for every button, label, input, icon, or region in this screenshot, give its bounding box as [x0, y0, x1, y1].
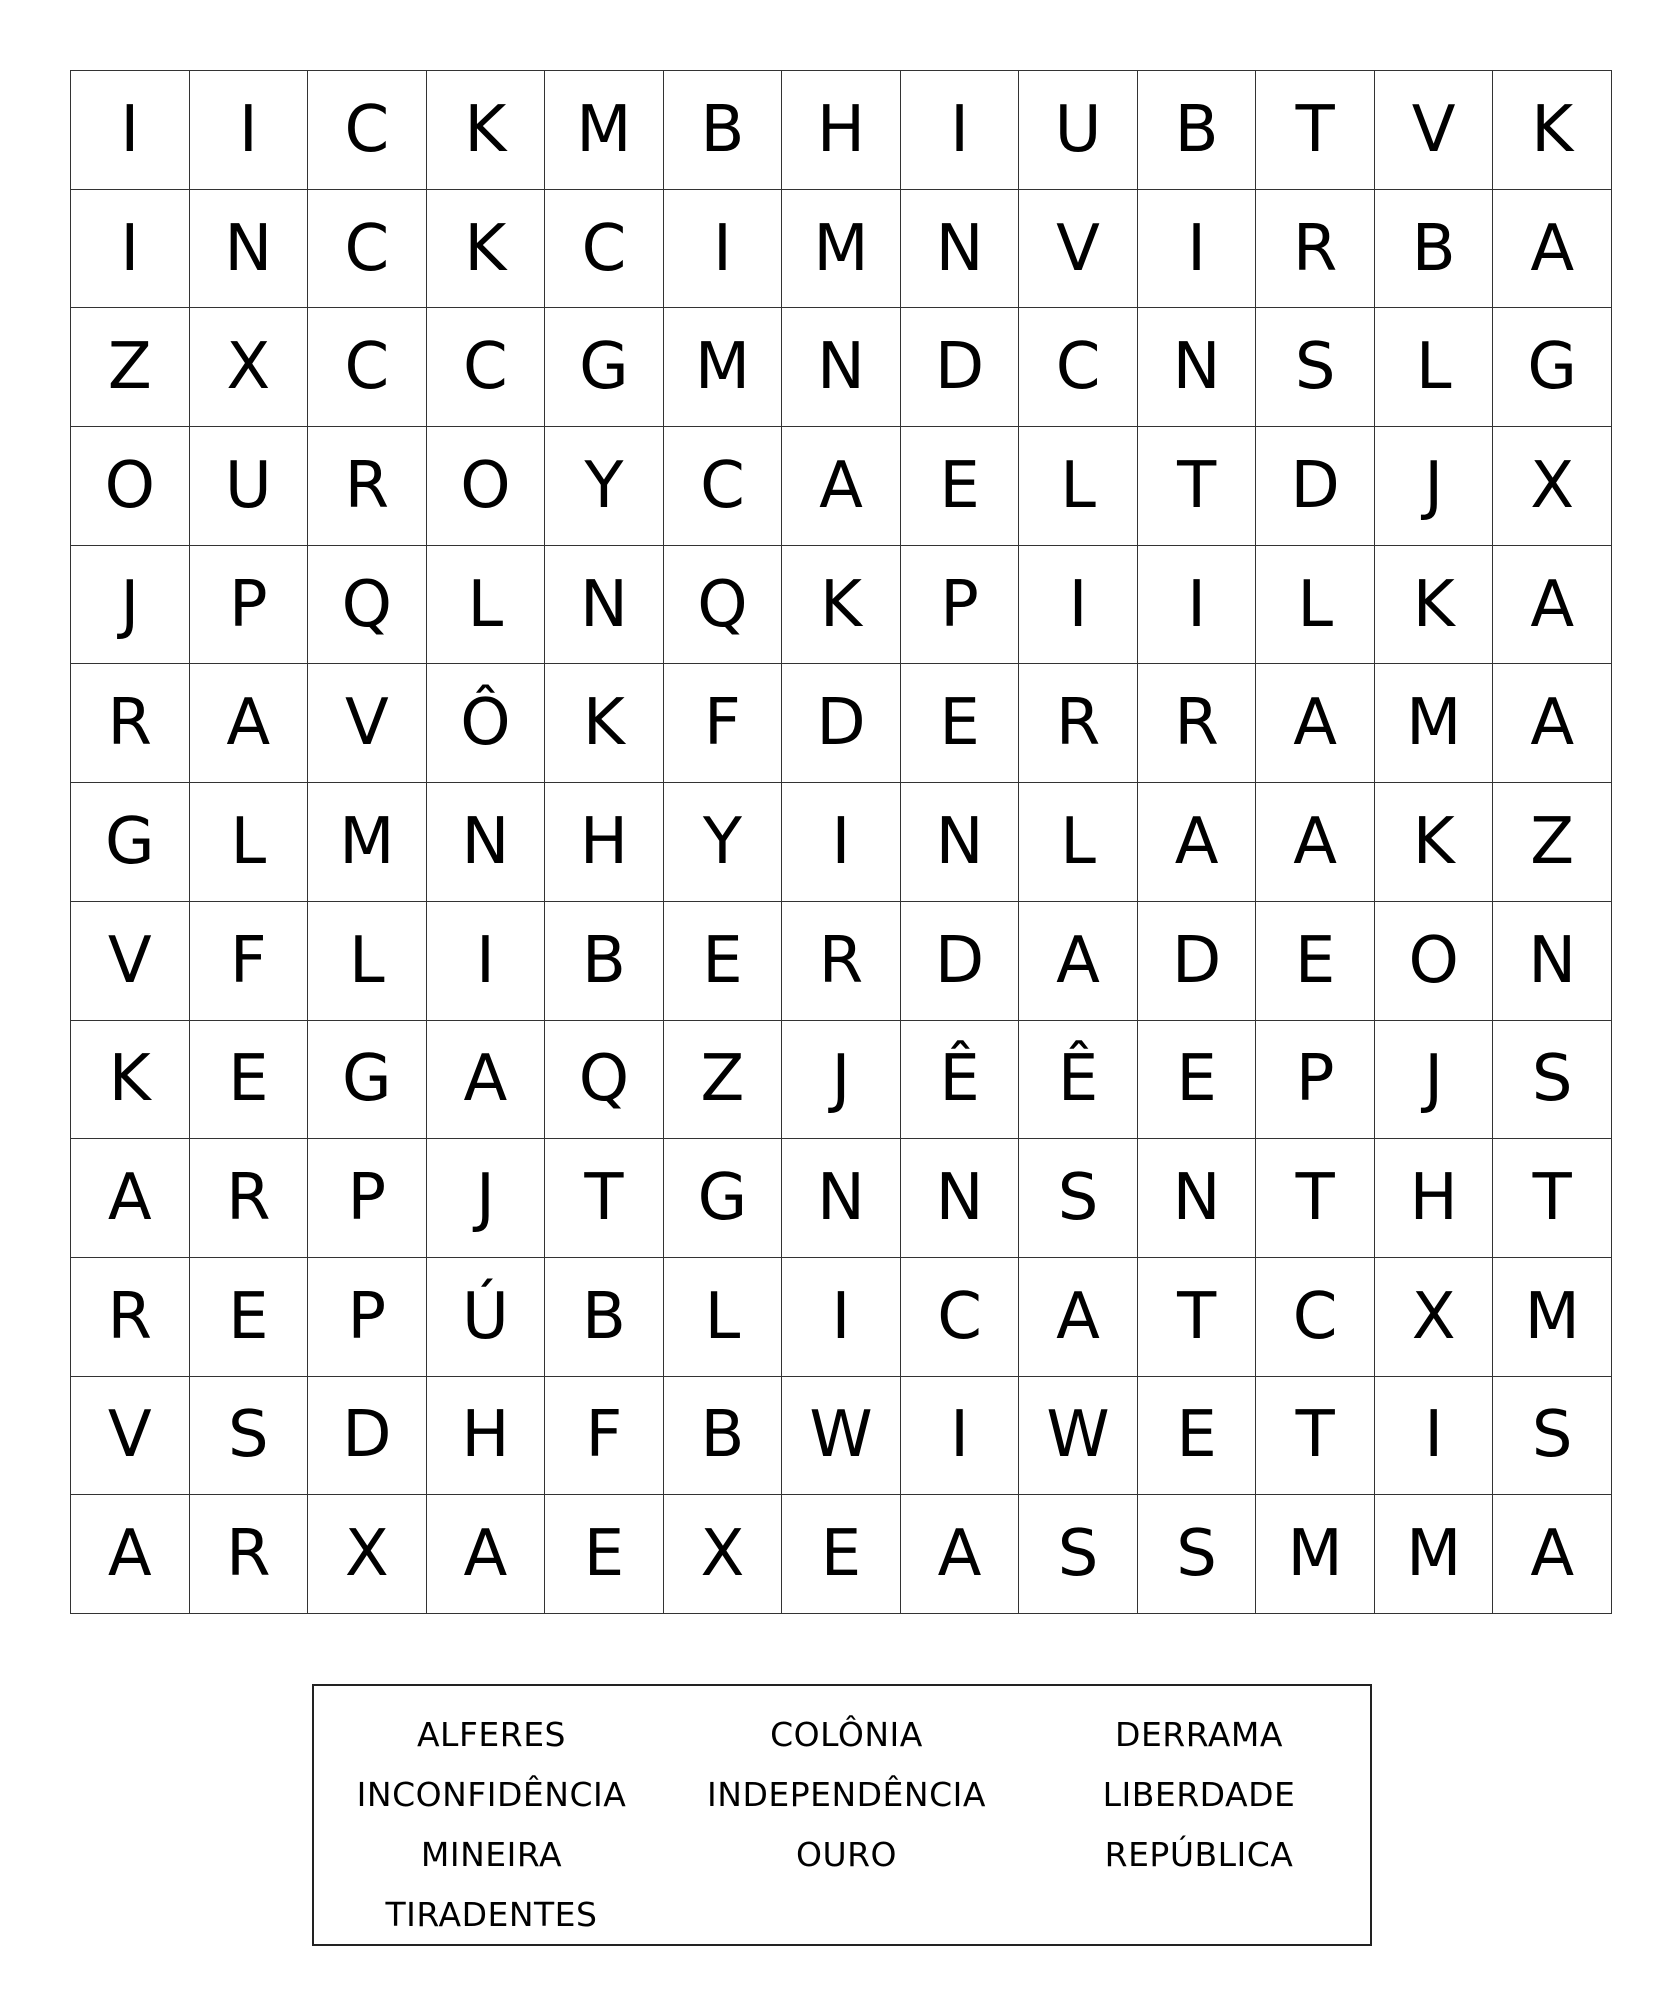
grid-cell[interactable]: D: [1256, 427, 1375, 546]
grid-cell[interactable]: J: [1375, 427, 1494, 546]
grid-cell[interactable]: I: [1138, 546, 1257, 665]
grid-cell[interactable]: J: [1375, 1021, 1494, 1140]
grid-cell[interactable]: V: [1375, 71, 1494, 190]
word-list-item: LIBERDADE: [1102, 1774, 1296, 1814]
grid-cell[interactable]: S: [190, 1377, 309, 1496]
grid-cell[interactable]: C: [1019, 308, 1138, 427]
grid-cell[interactable]: S: [1493, 1377, 1612, 1496]
grid-cell[interactable]: M: [1375, 664, 1494, 783]
word-list: [314, 1704, 1370, 1944]
grid-cell[interactable]: N: [901, 783, 1020, 902]
word-list-item: DERRAMA: [1115, 1714, 1283, 1754]
grid-cell[interactable]: I: [782, 1258, 901, 1377]
grid-cell[interactable]: I: [71, 71, 190, 190]
grid-cell[interactable]: K: [1375, 546, 1494, 665]
grid-cell[interactable]: A: [1019, 902, 1138, 1021]
grid-cell[interactable]: L: [1256, 546, 1375, 665]
grid-cell[interactable]: X: [1493, 427, 1612, 546]
grid-cell[interactable]: S: [1019, 1495, 1138, 1614]
grid-cell[interactable]: L: [1375, 308, 1494, 427]
grid-cell[interactable]: I: [1019, 546, 1138, 665]
grid-cell[interactable]: E: [190, 1021, 309, 1140]
grid-cell[interactable]: B: [1138, 71, 1257, 190]
word-list-item: INDEPENDÊNCIA: [707, 1774, 986, 1814]
grid-cell[interactable]: N: [901, 1139, 1020, 1258]
grid-cell[interactable]: A: [1019, 1258, 1138, 1377]
letter-grid: [70, 70, 1612, 1614]
grid-cell[interactable]: S: [1493, 1021, 1612, 1140]
grid-cell[interactable]: J: [782, 1021, 901, 1140]
grid-cell[interactable]: Z: [664, 1021, 783, 1140]
grid-cell[interactable]: P: [308, 1139, 427, 1258]
grid-cell[interactable]: F: [664, 664, 783, 783]
grid-cell[interactable]: K: [1375, 783, 1494, 902]
grid-cell[interactable]: R: [308, 427, 427, 546]
grid-cell[interactable]: D: [901, 902, 1020, 1021]
grid-cell[interactable]: D: [1138, 902, 1257, 1021]
grid-cell[interactable]: M: [1493, 1258, 1612, 1377]
grid-cell[interactable]: I: [71, 190, 190, 309]
grid-cell[interactable]: N: [190, 190, 309, 309]
grid-cell[interactable]: K: [427, 190, 546, 309]
grid-cell[interactable]: M: [1375, 1495, 1494, 1614]
grid-cell[interactable]: E: [545, 1495, 664, 1614]
grid-cell[interactable]: E: [1256, 902, 1375, 1021]
grid-cell[interactable]: A: [190, 664, 309, 783]
grid-cell[interactable]: L: [664, 1258, 783, 1377]
grid-cell[interactable]: Y: [664, 783, 783, 902]
grid-cell[interactable]: E: [901, 427, 1020, 546]
grid-cell[interactable]: K: [427, 71, 546, 190]
grid-cell[interactable]: C: [1256, 1258, 1375, 1377]
grid-cell[interactable]: A: [782, 427, 901, 546]
word-list-item: OURO: [795, 1834, 898, 1874]
grid-cell[interactable]: Q: [664, 546, 783, 665]
grid-cell[interactable]: E: [664, 902, 783, 1021]
word-list-item: MINEIRA: [420, 1834, 563, 1874]
grid-cell[interactable]: P: [308, 1258, 427, 1377]
grid-cell[interactable]: I: [901, 71, 1020, 190]
grid-cell[interactable]: R: [190, 1139, 309, 1258]
grid-cell[interactable]: B: [664, 71, 783, 190]
grid-cell[interactable]: A: [71, 1495, 190, 1614]
grid-cell[interactable]: C: [545, 190, 664, 309]
grid-cell[interactable]: Q: [308, 546, 427, 665]
grid-cell[interactable]: N: [782, 1139, 901, 1258]
grid-cell[interactable]: C: [308, 308, 427, 427]
grid-cell[interactable]: A: [1493, 546, 1612, 665]
grid-cell[interactable]: A: [1493, 190, 1612, 309]
grid-cell[interactable]: L: [1019, 783, 1138, 902]
grid-cell[interactable]: K: [782, 546, 901, 665]
grid-cell[interactable]: X: [308, 1495, 427, 1614]
grid-cell[interactable]: N: [1138, 1139, 1257, 1258]
grid-cell[interactable]: Ê: [1019, 1021, 1138, 1140]
grid-cell[interactable]: R: [190, 1495, 309, 1614]
grid-cell[interactable]: O: [1375, 902, 1494, 1021]
grid-cell[interactable]: A: [1256, 664, 1375, 783]
grid-cell[interactable]: T: [1256, 71, 1375, 190]
grid-cell[interactable]: I: [427, 902, 546, 1021]
grid-cell[interactable]: A: [1256, 783, 1375, 902]
grid-cell[interactable]: B: [1375, 190, 1494, 309]
grid-cell[interactable]: Ô: [427, 664, 546, 783]
grid-cell[interactable]: T: [1138, 1258, 1257, 1377]
grid-cell[interactable]: L: [427, 546, 546, 665]
grid-cell[interactable]: G: [1493, 308, 1612, 427]
grid-cell[interactable]: H: [427, 1377, 546, 1496]
grid-cell[interactable]: N: [1493, 902, 1612, 1021]
grid-cell[interactable]: A: [427, 1021, 546, 1140]
grid-cell[interactable]: A: [1138, 783, 1257, 902]
grid-cell[interactable]: V: [1019, 190, 1138, 309]
grid-cell[interactable]: G: [545, 308, 664, 427]
grid-cell[interactable]: H: [545, 783, 664, 902]
grid-cell[interactable]: B: [664, 1377, 783, 1496]
word-list-item: REPÚBLICA: [1104, 1834, 1294, 1874]
grid-cell[interactable]: L: [190, 783, 309, 902]
grid-cell[interactable]: T: [1138, 427, 1257, 546]
grid-cell[interactable]: T: [1493, 1139, 1612, 1258]
grid-cell[interactable]: I: [782, 783, 901, 902]
grid-cell[interactable]: K: [71, 1021, 190, 1140]
grid-cell[interactable]: R: [1019, 664, 1138, 783]
grid-cell[interactable]: I: [1375, 1377, 1494, 1496]
grid-cell[interactable]: T: [1256, 1139, 1375, 1258]
grid-cell[interactable]: K: [545, 664, 664, 783]
grid-cell[interactable]: Z: [1493, 783, 1612, 902]
grid-cell[interactable]: R: [71, 1258, 190, 1377]
grid-cell[interactable]: N: [1138, 308, 1257, 427]
word-list-box: [312, 1684, 1372, 1946]
word-list-item: INCONFIDÊNCIA: [356, 1774, 627, 1814]
grid-cell[interactable]: B: [545, 1258, 664, 1377]
grid-cell[interactable]: A: [1493, 1495, 1612, 1614]
grid-cell[interactable]: I: [664, 190, 783, 309]
grid-cell[interactable]: X: [1375, 1258, 1494, 1377]
grid-cell[interactable]: Ê: [901, 1021, 1020, 1140]
grid-cell[interactable]: N: [782, 308, 901, 427]
grid-cell[interactable]: S: [1019, 1139, 1138, 1258]
grid-cell[interactable]: O: [427, 427, 546, 546]
grid-cell[interactable]: H: [1375, 1139, 1494, 1258]
grid-cell[interactable]: I: [901, 1377, 1020, 1496]
grid-cell[interactable]: C: [308, 190, 427, 309]
grid-cell[interactable]: M: [308, 783, 427, 902]
grid-cell[interactable]: D: [308, 1377, 427, 1496]
grid-cell[interactable]: P: [901, 546, 1020, 665]
grid-cell[interactable]: C: [901, 1258, 1020, 1377]
grid-cell[interactable]: S: [1138, 1495, 1257, 1614]
grid-cell[interactable]: G: [71, 783, 190, 902]
grid-cell[interactable]: U: [190, 427, 309, 546]
grid-cell[interactable]: G: [664, 1139, 783, 1258]
grid-cell[interactable]: J: [427, 1139, 546, 1258]
grid-cell[interactable]: E: [1138, 1021, 1257, 1140]
grid-cell[interactable]: H: [782, 71, 901, 190]
grid-cell[interactable]: O: [71, 427, 190, 546]
grid-cell[interactable]: A: [71, 1139, 190, 1258]
grid-cell[interactable]: E: [190, 1258, 309, 1377]
grid-cell[interactable]: X: [190, 308, 309, 427]
grid-cell[interactable]: F: [190, 902, 309, 1021]
word-list-item: ALFERES: [416, 1714, 567, 1754]
grid-cell[interactable]: R: [1138, 664, 1257, 783]
grid-cell[interactable]: M: [545, 71, 664, 190]
grid-cell[interactable]: K: [1493, 71, 1612, 190]
grid-cell[interactable]: E: [901, 664, 1020, 783]
grid-cell[interactable]: U: [1019, 71, 1138, 190]
grid-cell[interactable]: R: [782, 902, 901, 1021]
grid-cell[interactable]: N: [901, 190, 1020, 309]
grid-cell[interactable]: S: [1256, 308, 1375, 427]
grid-cell[interactable]: P: [1256, 1021, 1375, 1140]
grid-cell[interactable]: Ú: [427, 1258, 546, 1377]
grid-cell[interactable]: Q: [545, 1021, 664, 1140]
grid-cell[interactable]: B: [545, 902, 664, 1021]
grid-cell[interactable]: T: [545, 1139, 664, 1258]
word-list-item: COLÔNIA: [770, 1714, 923, 1754]
grid-cell[interactable]: F: [545, 1377, 664, 1496]
grid-cell[interactable]: V: [71, 1377, 190, 1496]
grid-cell[interactable]: M: [1256, 1495, 1375, 1614]
grid-cell[interactable]: N: [427, 783, 546, 902]
grid-cell[interactable]: X: [664, 1495, 783, 1614]
word-list-item: TIRADENTES: [385, 1894, 598, 1934]
grid-cell[interactable]: A: [427, 1495, 546, 1614]
grid-cell[interactable]: E: [1138, 1377, 1257, 1496]
grid-cell[interactable]: J: [71, 546, 190, 665]
grid-cell[interactable]: W: [782, 1377, 901, 1496]
grid-cell[interactable]: R: [1256, 190, 1375, 309]
grid-cell[interactable]: M: [664, 308, 783, 427]
grid-cell[interactable]: L: [1019, 427, 1138, 546]
grid-cell[interactable]: A: [901, 1495, 1020, 1614]
grid-cell[interactable]: M: [782, 190, 901, 309]
grid-cell[interactable]: N: [545, 546, 664, 665]
grid-cell[interactable]: C: [427, 308, 546, 427]
grid-cell[interactable]: E: [782, 1495, 901, 1614]
grid-cell[interactable]: D: [782, 664, 901, 783]
grid-cell[interactable]: P: [190, 546, 309, 665]
grid-cell[interactable]: T: [1256, 1377, 1375, 1496]
grid-cell[interactable]: V: [308, 664, 427, 783]
grid-cell[interactable]: I: [190, 71, 309, 190]
grid-cell[interactable]: G: [308, 1021, 427, 1140]
grid-cell[interactable]: C: [308, 71, 427, 190]
grid-cell[interactable]: W: [1019, 1377, 1138, 1496]
grid-cell[interactable]: R: [71, 664, 190, 783]
grid-cell[interactable]: D: [901, 308, 1020, 427]
grid-cell[interactable]: V: [71, 902, 190, 1021]
grid-cell[interactable]: Y: [545, 427, 664, 546]
grid-cell[interactable]: C: [664, 427, 783, 546]
grid-cell[interactable]: A: [1493, 664, 1612, 783]
grid-cell[interactable]: I: [1138, 190, 1257, 309]
grid-cell[interactable]: L: [308, 902, 427, 1021]
grid-cell[interactable]: Z: [71, 308, 190, 427]
